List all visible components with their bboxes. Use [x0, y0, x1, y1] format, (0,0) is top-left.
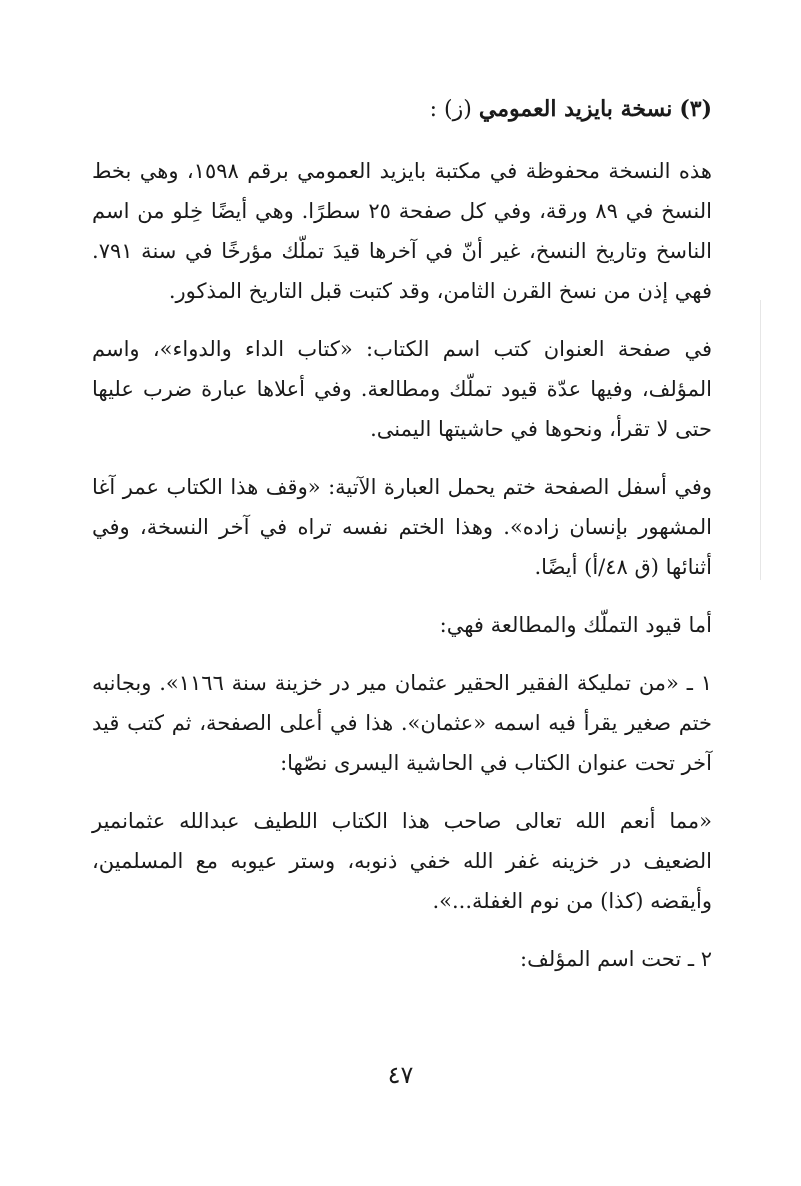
section-title: نسخة بايزيد العمومي	[478, 96, 673, 122]
paragraph-ownership-2: ٢ ـ تحت اسم المؤلف:	[520, 947, 712, 971]
paragraph-description: هذه النسخة محفوظة في مكتبة بايزيد العمومي برقم ١٥٩٨، وهي بخط النسخ في ٨٩ ورقة، وفي كل صفحة ٢٥ سطرًا. وهي أيضًا خِلو من اسم الناسخ وتاريخ النسخ، غير أنّ في آخرها قيدَ تملّك مؤرخًا في سنة ٧٩١. فهي إذن من نسخ القرن الثامن، وقد كتبت قبل التاريخ المذكور.	[92, 159, 712, 303]
page-edge-rule	[760, 300, 761, 580]
paragraph-seal: وفي أسفل الصفحة ختم يحمل العبارة الآتية: «وقف هذا الكتاب عمر آغا المشهور بإنسان زاده». وهذا الختم نفسه تراه في آخر النسخة، وفي أثنائها (ق ٤٨/أ) أيضًا.	[92, 475, 712, 579]
page-number: ٤٧	[387, 1061, 414, 1089]
section-heading	[92, 86, 712, 133]
section-number: (٣)	[679, 96, 712, 122]
paragraph-quote: «مما أنعم الله تعالى صاحب هذا الكتاب اللطيف عبدالله عثمانمير الضعيف در خزينه غفر الله خفي ذنوبه، وستر عيوبه مع المسلمين، وأيقضه (كذا) من نوم الغفلة...».	[92, 809, 712, 913]
paragraph-ownership-intro: أما قيود التملّك والمطالعة فهي:	[439, 613, 712, 637]
paragraph-title-page: في صفحة العنوان كتب اسم الكتاب: «كتاب الداء والدواء»، واسم المؤلف، وفيها عدّة قيود تملّك ومطالعة. وفي أعلاها عبارة ضرب عليها حتى لا تقرأ، ونحوها في حاشيتها اليمنى.	[92, 337, 712, 441]
paragraph-ownership-1: ١ ـ «من تمليكة الفقير الحقير عثمان مير در خزينة سنة ١١٦٦». وبجانبه ختم صغير يقرأ فيه اسمه «عثمان». هذا في أعلى الصفحة، ثم كتب قيد آخر تحت عنوان الكتاب في الحاشية اليسرى نصّها:	[92, 671, 712, 775]
manuscript-siglum: (ز) :	[429, 97, 472, 122]
document-page	[92, 86, 712, 997]
